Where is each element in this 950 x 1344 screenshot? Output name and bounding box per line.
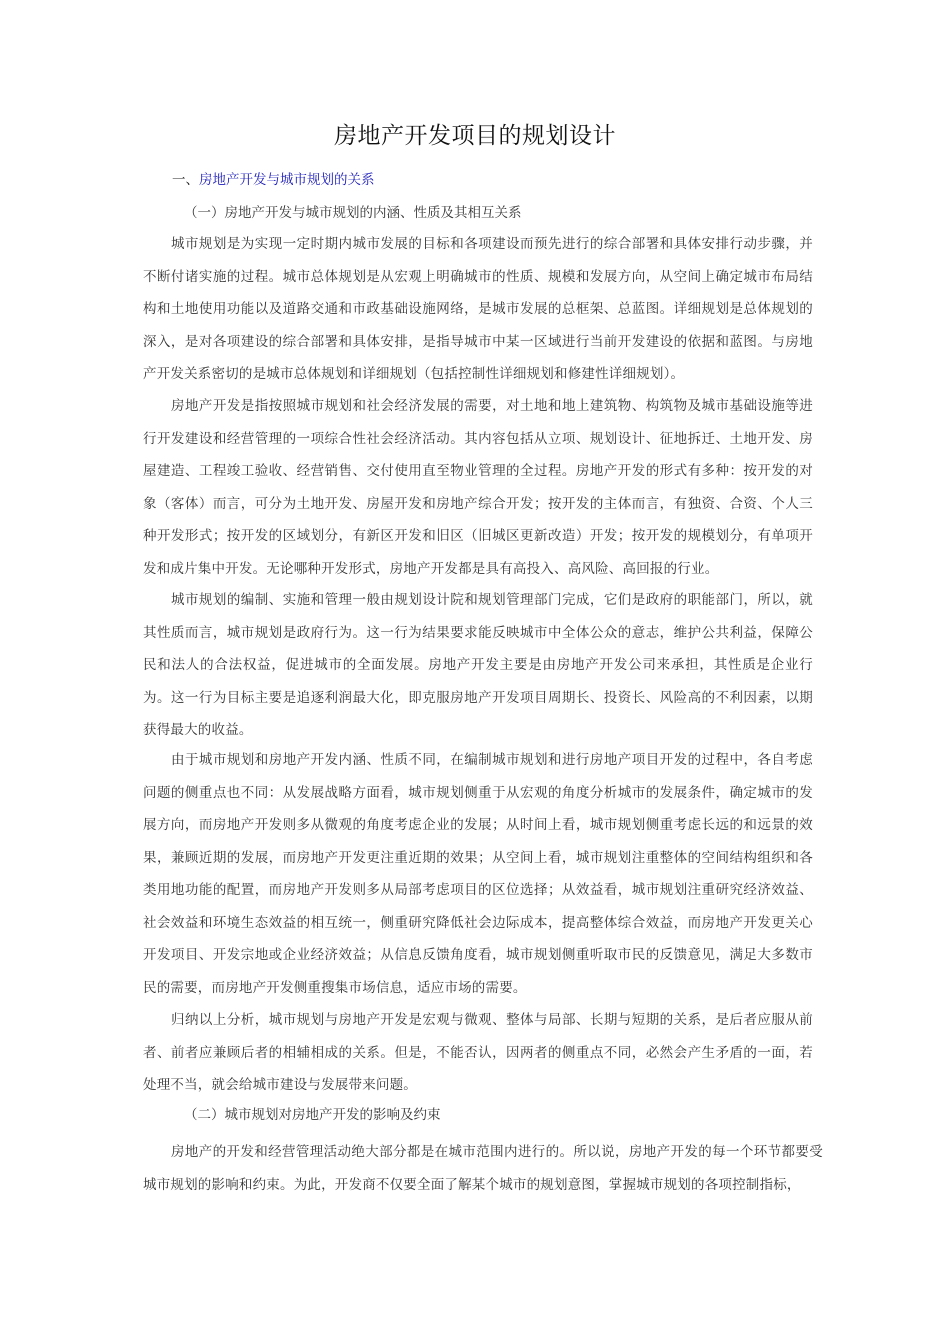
section-heading-1 xyxy=(172,170,375,190)
paragraph-4: 由于城市规划和房地产开发内涵、性质不同，在编制城市规划和进行房地产项目开发的过程中，各自考虑问题的侧重点也不同：从发展战略方面看，城市规划侧重于从宏观的角度分析城市的发展条件，确定城市的发展方向，而房地产开发则多从微观的角度考虑企业的发展；从时间上看，城市规划侧重考虑长远的和远景的效果，兼顾近期的发展，而房地产开发更注重近期的效果；从空间上看，城市规划注重整体的空间结构组织和各类用地功能的配置，而房地产开发则多从局部考虑项目的区位选择；从效益看，城市规划注重研究经济效益、社会效益和环境生态效益的相互统一，侧重研究降低社会边际成本，提高整体综合效益，而房地产开发更关心开发项目、开发宗地或企业经济效益；从信息反馈角度看，城市规划侧重听取市民的反馈意见，满足大多数市民的需要，而房地产开发侧重搜集市场信息，适应市场的需要。 xyxy=(143,752,813,996)
section-heading-link[interactable]: 房地产开发与城市规划的关系 xyxy=(199,172,375,188)
subsection-heading-1: （一）房地产开发与城市规划的内涵、性质及其相互关系 xyxy=(184,205,522,221)
paragraph-3: 城市规划的编制、实施和管理一般由规划设计院和规划管理部门完成，它们是政府的职能部门，所以，就其性质而言，城市规划是政府行为。这一行为结果要求能反映城市中全体公众的意志，维护公共利益，保障公民和法人的合法权益，促进城市的全面发展。房地产开发主要是由房地产开发公司来承担，其性质是企业行为。这一行为目标主要是追逐利润最大化，即克服房地产开发项目周期长、投资长、风险高的不利因素，以期获得最大的收益。 xyxy=(143,592,813,738)
document-title: 房地产开发项目的规划设计 xyxy=(334,123,616,149)
paragraph-1: 城市规划是为实现一定时期内城市发展的目标和各项建设而预先进行的综合部署和具体安排行动步骤，并不断付诸实施的过程。城市总体规划是从宏观上明确城市的性质、规模和发展方向，从空间上确定城市布局结构和土地使用功能以及道路交通和市政基础设施网络，是城市发展的总框架、总蓝图。详细规划是总体规划的深入，是对各项建设的综合部署和具体安排，是指导城市中某一区域进行当前开发建设的依据和蓝图。与房地产开发关系密切的是城市总体规划和详细规划（包括控制性详细规划和修建性详细规划）。 xyxy=(143,236,813,382)
paragraph-5: 归纳以上分析，城市规划与房地产开发是宏观与微观、整体与局部、长期与短期的关系，是后者应服从前者、前者应兼顾后者的相辅相成的关系。但是，不能否认，因两者的侧重点不同，必然会产生矛盾的一面，若处理不当，就会给城市建设与发展带来问题。 xyxy=(143,1012,813,1093)
section-number: 一、 xyxy=(172,172,199,188)
paragraph-2: 房地产开发是指按照城市规划和社会经济发展的需要，对土地和地上建筑物、构筑物及城市基础设施等进行开发建设和经营管理的一项综合性社会经济活动。其内容包括从立项、规划设计、征地拆迁、土地开发、房屋建造、工程竣工验收、经营销售、交付使用直至物业管理的全过程。房地产开发的形式有多种：按开发的对象（客体）而言，可分为土地开发、房屋开发和房地产综合开发；按开发的主体而言，有独资、合资、个人三种开发形式；按开发的区域划分，有新区开发和旧区（旧城区更新改造）开发；按开发的规模划分，有单项开发和成片集中开发。无论哪种开发形式，房地产开发都是具有高投入、高风险、高回报的行业。 xyxy=(143,398,813,577)
paragraph-6: 房地产的开发和经营管理活动绝大部分都是在城市范围内进行的。所以说，房地产开发的每一个环节都要受城市规划的影响和约束。为此，开发商不仅要全面了解某个城市的规划意图，掌握城市规划的各项控制指标， xyxy=(143,1144,823,1193)
subsection-heading-2: （二）城市规划对房地产开发的影响及约束 xyxy=(184,1107,441,1123)
